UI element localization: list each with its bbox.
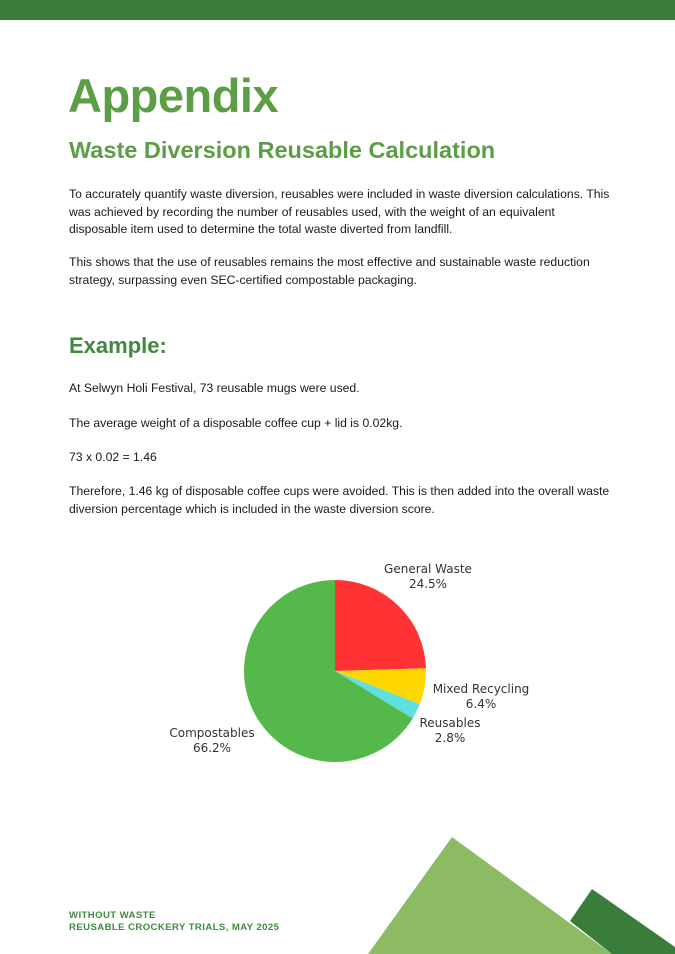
example-line-1: At Selwyn Holi Festival, 73 reusable mugs were used. <box>69 381 360 395</box>
top-accent-bar <box>0 0 675 20</box>
pie-value-mixed-recycling: 6.4% <box>465 697 497 711</box>
dark-green-triangle <box>570 889 675 954</box>
pie-value-general-waste: 24.5% <box>408 577 448 591</box>
footer-report-title: REUSABLE CROCKERY TRIALS, MAY 2025 <box>69 922 280 933</box>
footer-org: WITHOUT WASTE <box>69 910 156 921</box>
intro-paragraph-2: This shows that the use of reusables remains the most effective and sustainable waste reduction strategy, surpassing even SEC-certified compostable packaging. <box>69 255 590 287</box>
pie-label-general-waste: General Waste <box>384 562 472 576</box>
pie-slice-general-waste <box>335 580 426 671</box>
example-line-4: Therefore, 1.46 kg of disposable coffee cups were avoided. This is then added into the overall waste diversion percentage which is included in the waste diversion score. <box>69 484 610 516</box>
example-line-3: 73 x 0.02 = 1.46 <box>69 450 157 464</box>
light-green-triangle <box>368 837 612 954</box>
pie-value-reusables: 2.8% <box>434 731 466 745</box>
pie-slices <box>244 580 426 762</box>
page-title: Appendix <box>68 69 279 122</box>
waste-composition-pie-chart <box>150 555 550 770</box>
pie-label-mixed-recycling: Mixed Recycling <box>432 682 530 696</box>
page-subtitle: Waste Diversion Reusable Calculation <box>69 137 496 163</box>
pie-label-compostables: Compostables <box>169 726 255 740</box>
pie-label-reusables: Reusables <box>419 716 481 730</box>
example-line-2: The average weight of a disposable coffee cup + lid is 0.02kg. <box>69 416 403 430</box>
footer <box>69 910 279 934</box>
example-heading: Example: <box>69 333 167 358</box>
intro-paragraph-1: To accurately quantify waste diversion, reusables were included in waste diversion calculations. This was achieved by recording the number of reusables used, with the weight of an equivalent disposable item used to determine the total waste diverted from landfill. <box>69 187 610 237</box>
pie-value-compostables: 66.2% <box>192 741 232 755</box>
